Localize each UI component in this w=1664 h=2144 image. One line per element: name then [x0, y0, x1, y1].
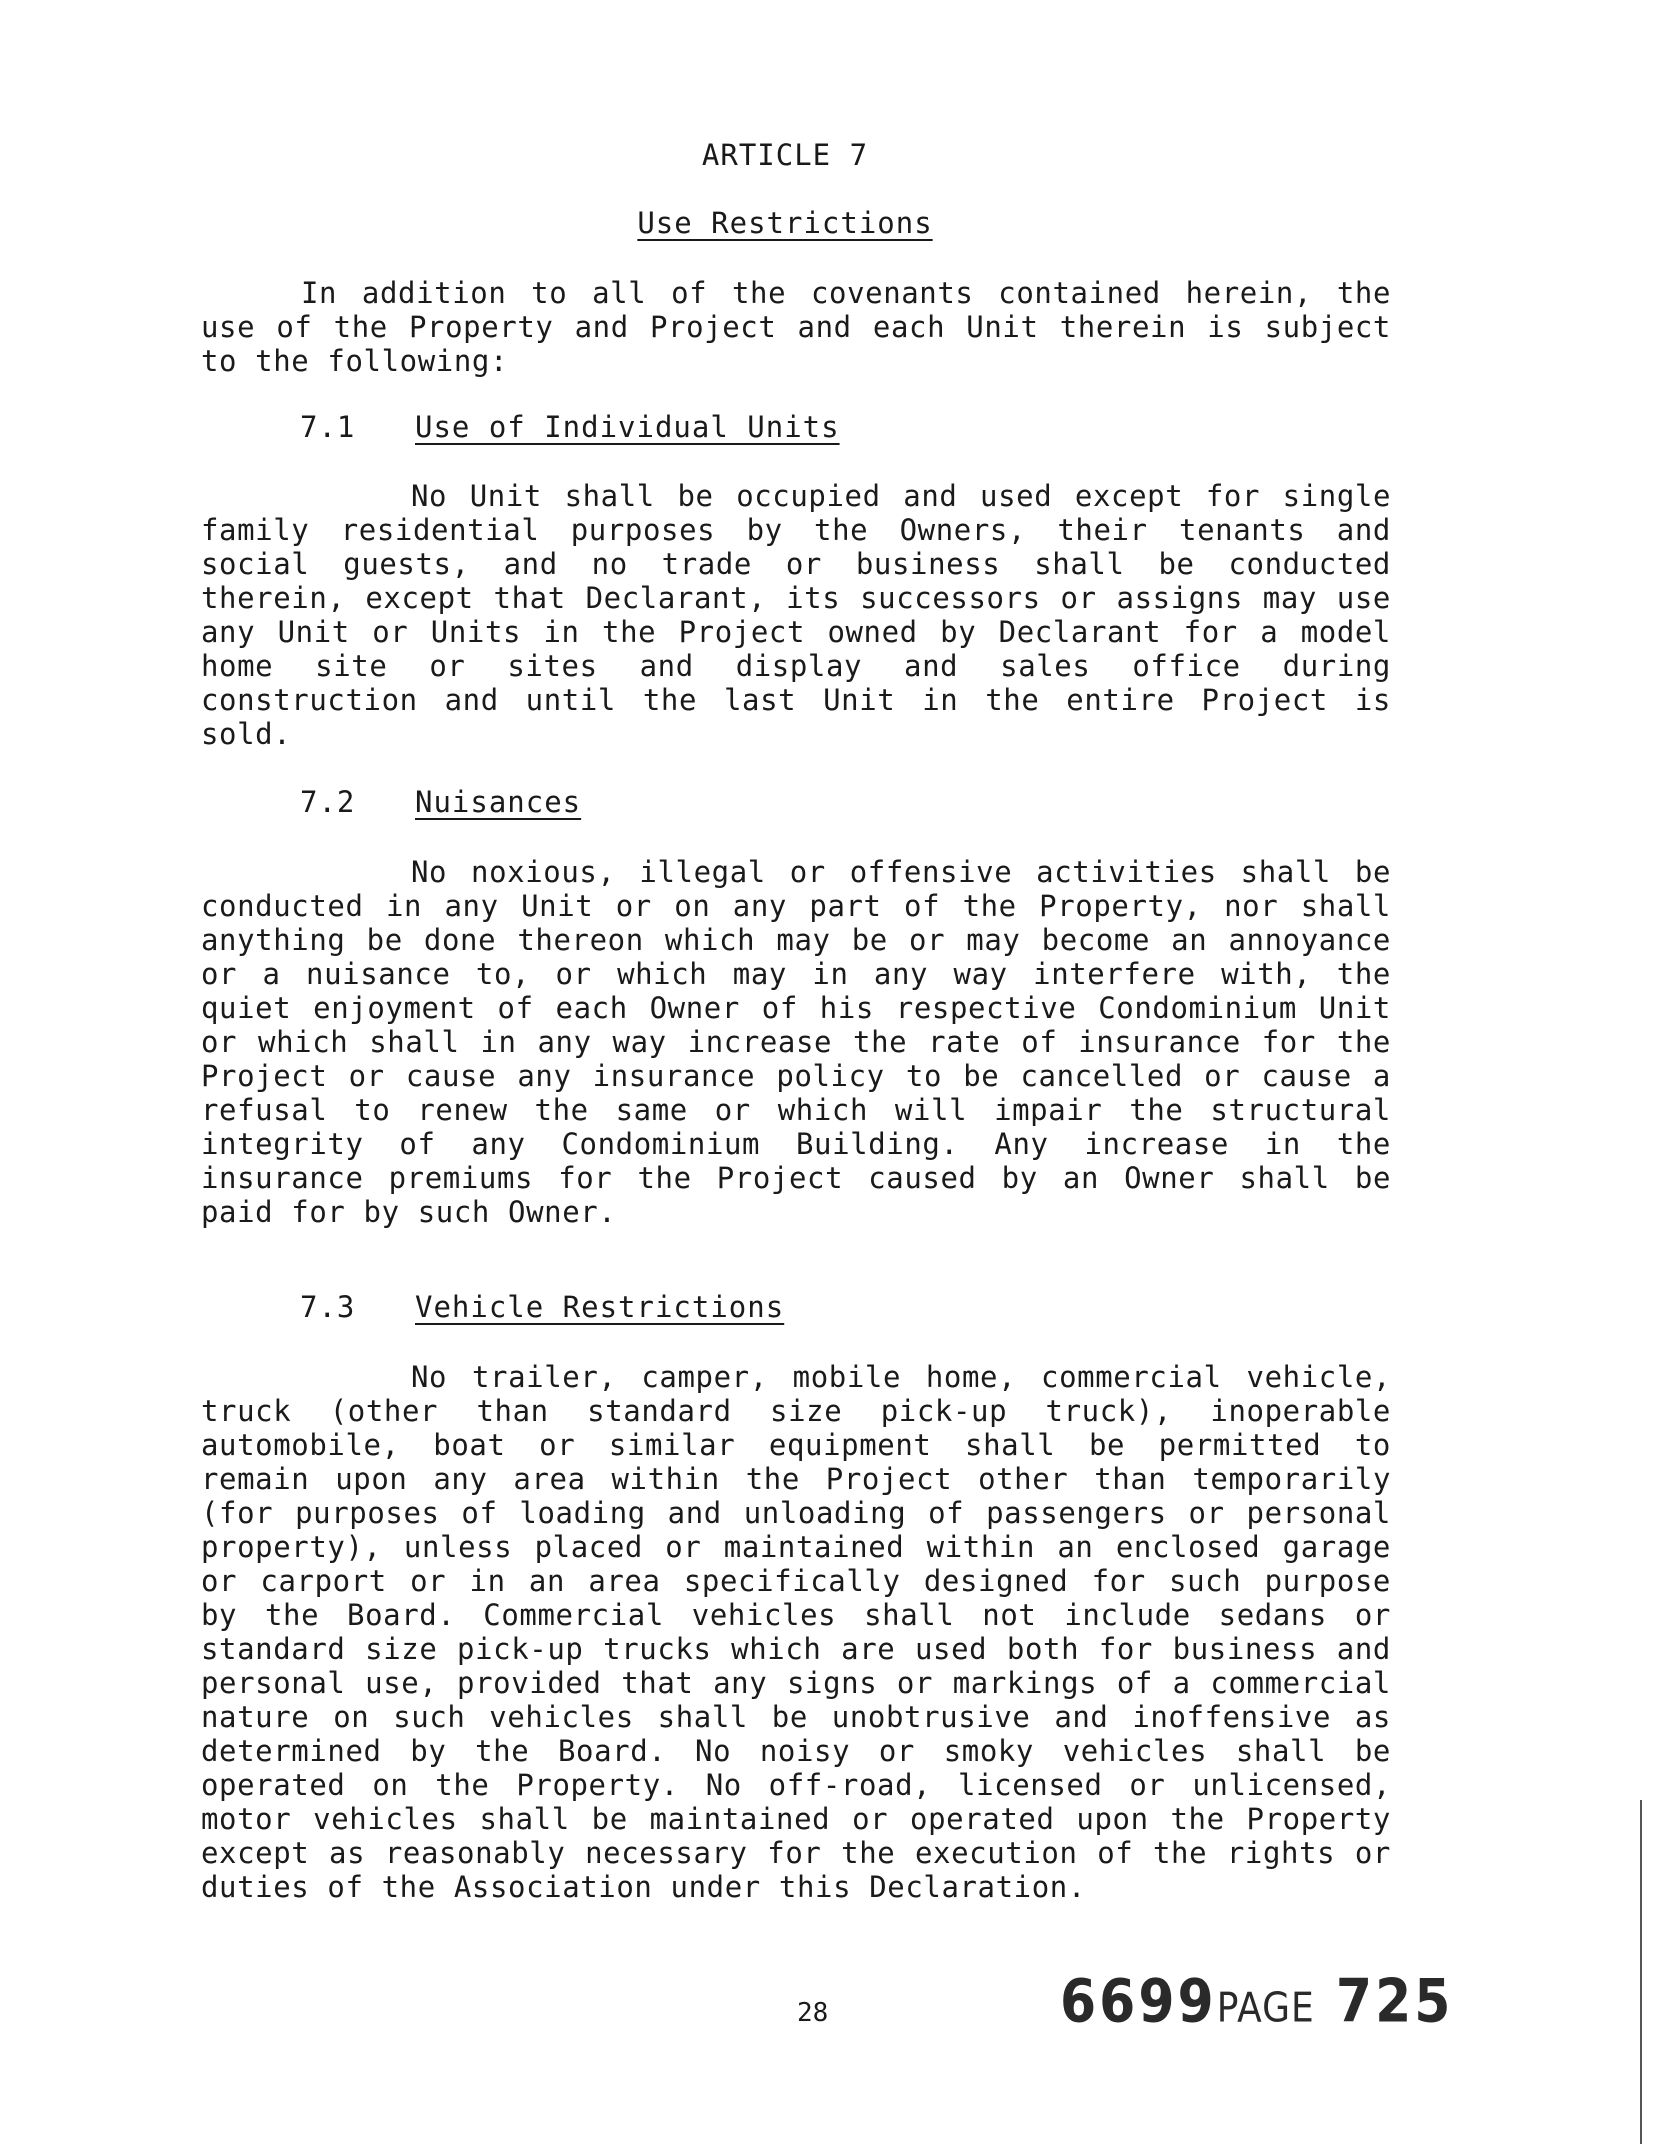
section-heading-title: Use of Individual Units: [415, 410, 840, 444]
section-number: 7.3: [300, 1290, 356, 1324]
section-heading-title: Vehicle Restrictions: [415, 1290, 785, 1324]
section-7-1-heading: [300, 410, 840, 444]
article-title: ARTICLE 7: [701, 138, 869, 172]
section-7-2-heading: [300, 785, 581, 819]
section-7-3-heading: [300, 1290, 784, 1324]
section-7-1-paragraph: No Unit shall be occupied and used except for single family residential purposes by the Owners, their tenants and social guests, and no trade or business shall be conducted therein, except that Declarant, its successors or assigns may use any Unit or Units in the Project owned by Declarant for a model home site or sites and display and sales office during construction and until the last Unit in the entire Project is sold.: [201, 479, 1391, 751]
section-7-2-paragraph: No noxious, illegal or offensive activities shall be conducted in any Unit or on any part of the Property, nor shall anything be done thereon which may be or may become an annoyance or a nuisance to, or which may in any way interfere with, the quiet enjoyment of each Owner of his respective Condominium Unit or which shall in any way increase the rate of insurance for the Project or cause any insurance policy to be cancelled or cause a refusal to renew the same or which will impair the structural integrity of any Condominium Building. Any increase in the insurance premiums for the Project caused by an Owner shall be paid for by such Owner.: [201, 855, 1391, 1229]
stamp-page-number: 725: [1335, 1967, 1454, 2037]
section-title: [0, 206, 1570, 240]
section-number: 7.1: [300, 410, 356, 444]
recording-stamp: [1060, 1968, 1453, 2037]
intro-paragraph: In addition to all of the covenants contained herein, the use of the Property and Project and each Unit therein is subject to the following:: [201, 276, 1391, 378]
scan-edge-line: [1640, 1800, 1642, 2144]
stamp-book-number: 6699: [1060, 1967, 1217, 2037]
section-title-text: Use Restrictions: [637, 206, 933, 240]
page-number: 28: [797, 1998, 829, 2028]
section-7-3-paragraph: No trailer, camper, mobile home, commercial vehicle, truck (other than standard size pick-up truck), inoperable automobile, boat or similar equipment shall be permitted to remain upon any area within the Project other than temporarily (for purposes of loading and unloading of passengers or personal property), unless placed or maintained within an enclosed garage or carport or in an area specifically designed for such purpose by the Board. Commercial vehicles shall not include sedans or standard size pick-up trucks which are used both for business and personal use, provided that any signs or markings of a commercial nature on such vehicles shall be unobtrusive and inoffensive as determined by the Board. No noisy or smoky vehicles shall be operated on the Property. No off-road, licensed or unlicensed, motor vehicles shall be maintained or operated upon the Property except as reasonably necessary for the execution of the rights or duties of the Association under this Declaration.: [201, 1360, 1391, 1904]
section-number: 7.2: [300, 785, 356, 819]
stamp-page-label: PAGE: [1216, 1984, 1315, 2032]
section-heading-title: Nuisances: [415, 785, 582, 819]
